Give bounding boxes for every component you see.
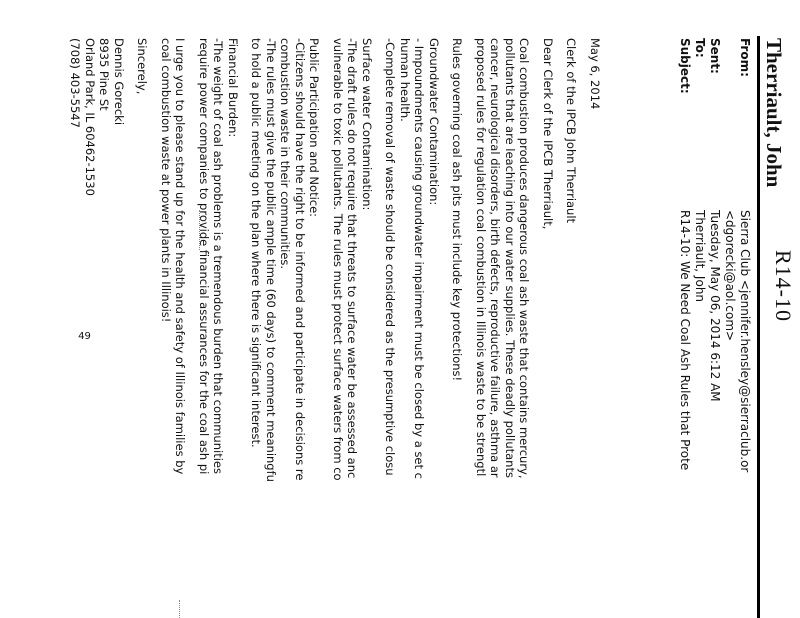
signature-name: Dennis Gorecki (112, 38, 126, 126)
section-heading: Public Participation and Notice: (307, 38, 322, 218)
signature-street: 8935 Pine St (97, 38, 112, 111)
text-line: combustion waste in their communities. (278, 38, 293, 270)
text-line: to hold a public meeting on the plan where there is significant interest. (249, 38, 264, 448)
letter-date: May 6, 2014 (588, 38, 602, 110)
sent-label: Sent: (708, 38, 722, 74)
text-line: proposed rules for regulation coal combustion in Illinois waste to be strengtl (474, 38, 488, 477)
groundwater-section (383, 38, 441, 618)
text-line: I urge you to please stand up for the health and safety of Illinois families by (173, 38, 188, 475)
subject-value: R14-10: We Need Coal Ash Rules that Prote (678, 210, 692, 471)
text-line: coal combustion waste at power plants in Illinois! (159, 38, 173, 323)
sender-name: Therriault, John (762, 38, 786, 188)
text-line: pollutants that are leaching into our water supplies. These deadly pollutants (503, 38, 517, 478)
intro-paragraph (474, 38, 532, 618)
text-line: human health. (398, 38, 412, 122)
email-header (677, 38, 752, 472)
to-label: To: (693, 38, 707, 58)
from-row (737, 38, 752, 472)
financial-section (197, 38, 241, 618)
rules-line: Rules governing coal ash pits must include key protections! (450, 38, 465, 382)
text-line: -Citizens should have the right to be informed and participate in decisions re (293, 38, 307, 481)
sent-row (707, 38, 722, 472)
header-rule (757, 36, 760, 618)
text-line: -The draft rules do not require that threats to surface water be assessed anc (345, 38, 360, 479)
signature-phone: (708) 403-5547 (68, 38, 83, 128)
to-row (692, 38, 707, 472)
page-number: 49 (78, 330, 91, 342)
signature-block (68, 38, 126, 618)
text-line: -The weight of coal ash problems is a tremendous burden that communities (211, 38, 226, 474)
letter-body (59, 38, 602, 618)
surface-section (331, 38, 375, 618)
text-line: vulnerable to toxic pollutants. The rules must protect surface waters from co (331, 38, 345, 481)
section-heading: Groundwater Contamination: (427, 38, 441, 206)
text-line: -The rules must give the public ample time (60 days) to comment meaningfu (264, 38, 278, 482)
scan-mark (179, 600, 180, 618)
text-line: Coal combustion produces dangerous coal ash waste that contains mercury, (517, 38, 532, 479)
section-heading: Surface water Contamination: (360, 38, 374, 211)
text-line: - Impoundments causing groundwater impairment must be closed by a set c (412, 38, 427, 479)
from-value: Sierra Club <jennifer.hensley@sierraclub.or (738, 210, 752, 473)
scan-mark (199, 210, 200, 250)
from-label: From: (738, 38, 752, 77)
section-heading: Financial Burden: (226, 38, 240, 138)
subject-label: Subject: (678, 38, 692, 94)
closing-paragraph (159, 38, 188, 618)
text-line: require power companies to provide financial assurances for the coal ash pi (197, 38, 211, 475)
from-value-2: <dgorecki@aol.com> (723, 210, 737, 342)
salutation: Dear Clerk of the IPCB Therriault, (541, 38, 555, 230)
doc-number: R14-10 (771, 250, 796, 322)
to-value: Therriault, John (693, 210, 707, 303)
signature-city: Orland Park, IL 60462-1530 (83, 38, 97, 196)
signoff: Sincerely, (135, 38, 150, 95)
text-line: cancer, neurological disorders, birth defects, reproductive failure, asthma ar (488, 38, 503, 478)
from-row-2 (722, 38, 737, 472)
subject-row (677, 38, 692, 472)
recipient: Clerk of the IPCB John Therriault (564, 38, 579, 224)
sent-value: Tuesday, May 06, 2014 6:12 AM (708, 210, 722, 402)
participation-section (249, 38, 322, 618)
text-line: -Complete removal of waste should be considered as the presumptive closu (383, 38, 398, 476)
